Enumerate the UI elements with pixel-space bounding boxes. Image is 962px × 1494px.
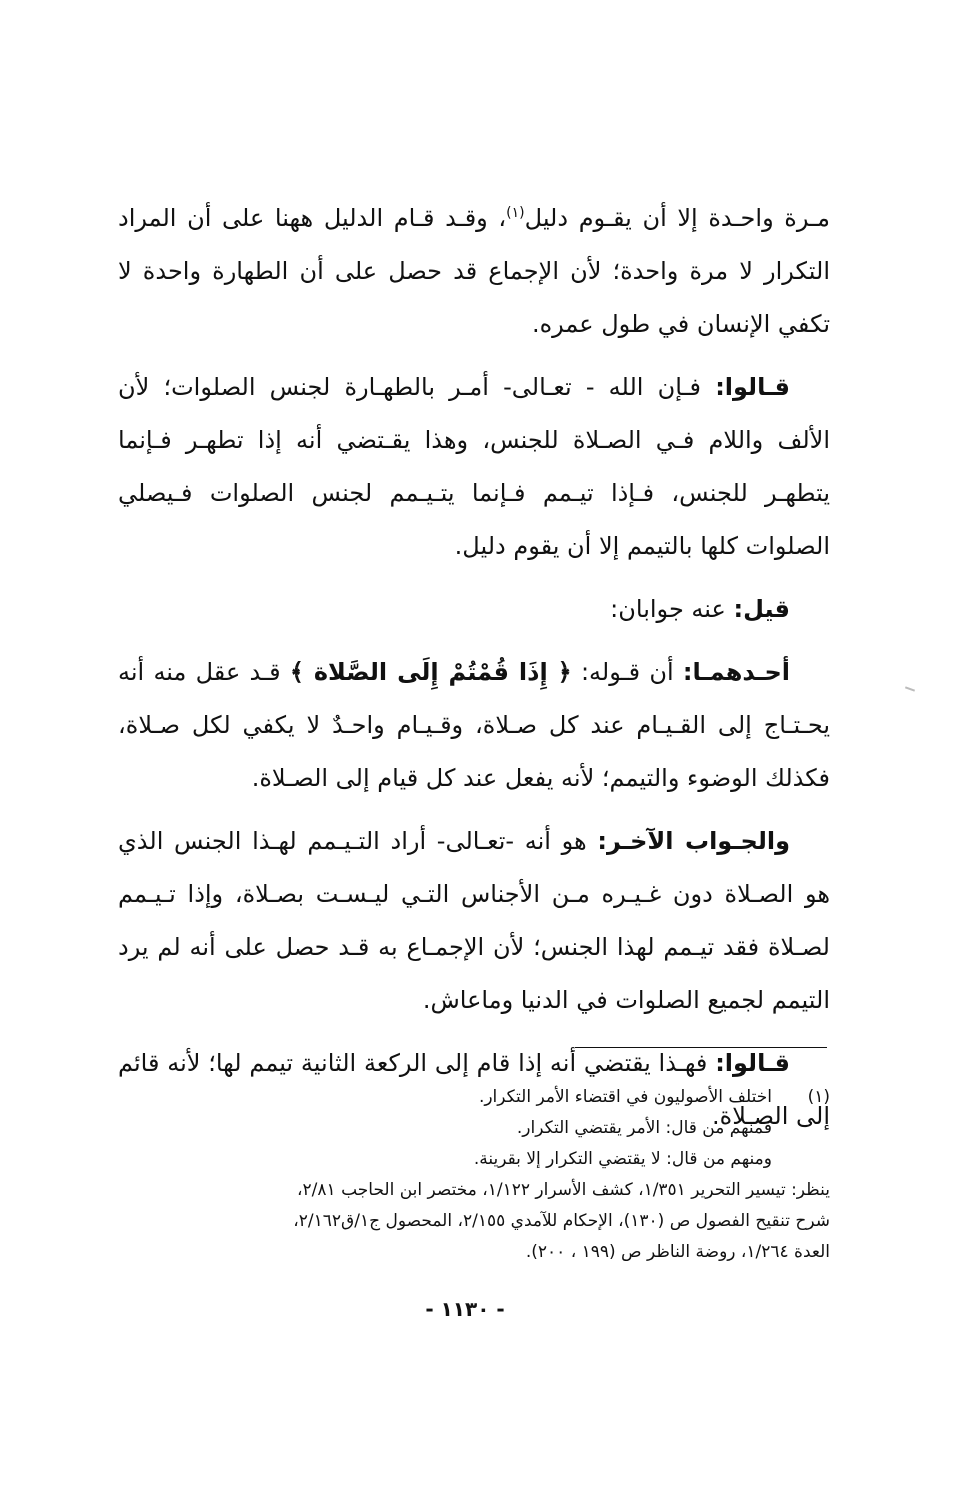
paragraph-lead-word: والجـواب الآخـر: [597,827,790,855]
paragraph-text: أن قـوله: [571,658,683,686]
main-text-block [118,192,830,1153]
footnote-line: اختلف الأصوليون في اقتضاء الأمر التكرار. [478,1087,772,1107]
quran-quotation: ﴿ إِذَا قُمْتُمْ إِلَى الصَّلاة ﴾ [289,658,572,686]
paragraph-text-continued: قـد عقل منه أنه يحـتـاج إلى القـيـام عند كل صـلاة، وقـيـام واحـدٌ لا يكفي لكل صـلاة، فكذلك الوضوء والتيمم؛ لأنه يفعل عند كل قيام إلى الصـلاة. [118,658,830,792]
paragraph-text: فهـذا يقتضي أنه إذا قام إلى الركعة الثانية تيمم لها؛ لأنه قائم إلى الصـلاة. [118,1049,830,1130]
paragraph-text: فـإن الله - تعـالى- أمـر بالطهـارة لجنس الصلوات؛ لأن الألف واللام فـي الصـلاة للجنس، وهذا يقـتضي أنه إذا تطهـر فـإنما يتطهـر للجنس، فـإذا تيـمم فـإنما يتـيـمم لجنس الصلوات فـيصلي الصلوات كلها بالتيمم إلا أن يقوم دليل. [118,373,830,560]
paragraph-3 [118,583,830,636]
paragraph-5 [118,815,830,1027]
footnote-reference-line: شرح تنقيح الفصول ص (١٣٠)، الإحكام للآمدي ٢/١٥٥، المحصول ج١/ق٢/١٦٢، [293,1211,830,1231]
footnotes-section [118,1082,830,1268]
paragraph-lead-word: أحـدهمـا: [682,658,790,686]
footnote-line: ومنهم من قال: لا يقتضي التكرار إلا بقرينة. [473,1149,772,1169]
footnote-separator [575,1047,827,1048]
footnote-reference-line: العدة ١/٢٦٤، روضة الناظر ص (١٩٩ ، ٢٠٠). [525,1242,830,1262]
footnote-marker: (١) [807,1087,830,1107]
footnote-reference-line: ينظر: تيسير التحرير ١/٣٥١، كشف الأسرار ١/١٢٢، مختصر ابن الحاجب ٢/٨١، [297,1180,830,1200]
paragraph-text-continued: ، وقـد قـام الدليل ههنا على أن المراد التكرار لا مرة واحدة؛ لأن الإجماع قد حصل على أن الطهارة واحدة لا تكفي الإنسان في طول عمره. [118,204,830,338]
paragraph-text: مـرة واحـدة إلا أن يقـوم دليل [524,204,830,232]
paragraph-lead-word: قـالوا: [715,373,790,401]
footnote-line: فمنهم من قال: الأمر يقتضي التكرار. [516,1118,772,1138]
footnote-body [118,1082,772,1175]
paragraph-4 [118,646,830,805]
paragraph-lead-word: قـالوا: [715,1049,790,1077]
paragraph-lead-word: قيل: [733,595,790,623]
paragraph-1 [118,192,830,351]
footnote-reference[interactable]: (١) [506,205,525,221]
paragraph-2 [118,361,830,573]
paragraph-text: عنه جوابان: [610,595,734,623]
footnote-1 [118,1082,830,1175]
scan-mark [905,686,915,691]
page-number: - ١١٣٠ - [425,1297,505,1321]
paragraph-text: هو أنه -تعـالى- أراد التـيـمم لهـذا الجنس الذي هو الصـلاة دون غـيـره مـن الأجناس التـي ليـسـت بصـلاة، وإذا تـيـمم لصـلاة فقد تيـمم لهذا الجنس؛ لأن الإجمـاع به قـد حصل على أنه لم يرد التيمم لجميع الصلوات في الدنيا وماعاش. [118,827,830,1014]
